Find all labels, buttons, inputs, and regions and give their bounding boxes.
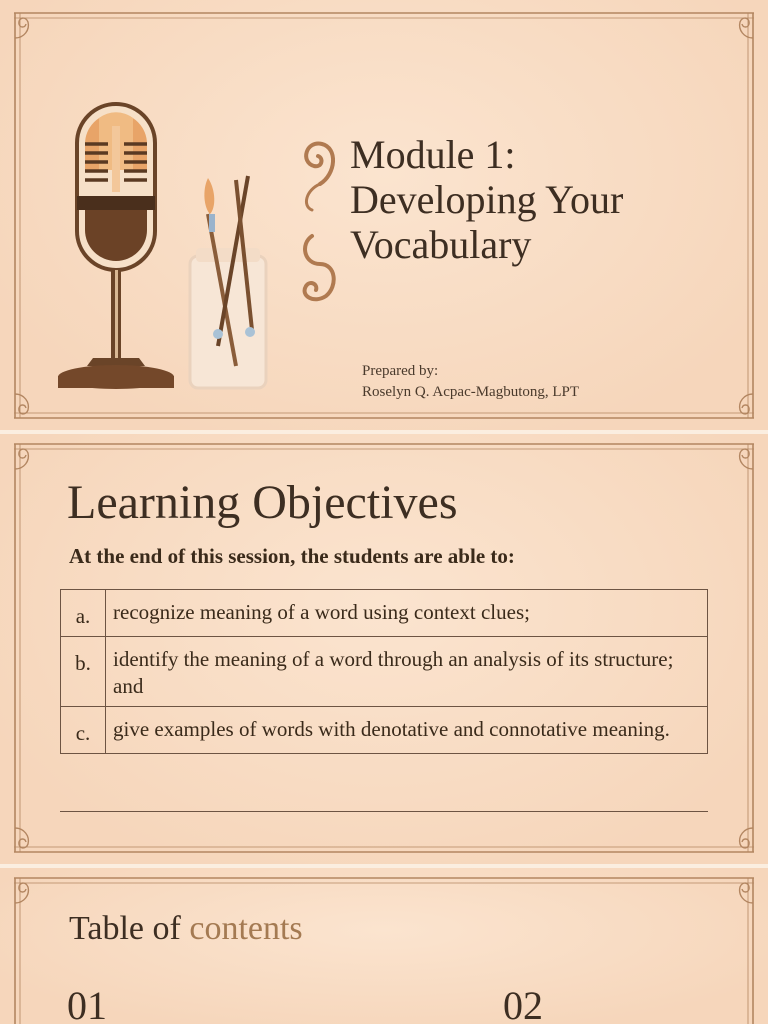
- module-title-line1: Module 1:: [350, 132, 516, 177]
- objectives-table: [60, 589, 708, 754]
- paintbrush-jar-icon: [186, 170, 270, 392]
- title-slide: [0, 0, 768, 430]
- learning-objectives-slide: [0, 434, 768, 864]
- table-row: [61, 590, 708, 637]
- table-of-contents-slide: [0, 868, 768, 1024]
- prepared-by-label: Prepared by:: [362, 363, 439, 379]
- table-row: [61, 707, 708, 754]
- toc-number-01: 01: [67, 983, 107, 1024]
- slide-subtitle: At the end of this session, the students are able to:: [69, 544, 515, 568]
- prepared-by-block: [362, 361, 579, 403]
- objective-text: recognize meaning of a word using context clues;: [106, 590, 708, 637]
- objective-letter: b.: [61, 637, 106, 707]
- objective-text: identify the meaning of a word through an analysis of its structure; and: [106, 637, 708, 707]
- toc-title-part1: Table of: [69, 910, 190, 947]
- toc-title: [69, 910, 303, 948]
- objective-letter: c.: [61, 707, 106, 754]
- author-name: Roselyn Q. Acpac-Magbutong, LPT: [362, 384, 580, 400]
- toc-title-accent: contents: [189, 910, 303, 947]
- module-title-line3: Vocabulary: [350, 222, 532, 267]
- table-row: [61, 637, 708, 707]
- microphone-icon: [55, 100, 180, 392]
- toc-number-02: 02: [503, 983, 543, 1024]
- slide-title: Learning Objectives: [67, 476, 458, 529]
- objective-text: give examples of words with denotative and connotative meaning.: [106, 707, 708, 754]
- module-title: [350, 132, 623, 267]
- swirl-ornament-icon: [296, 140, 346, 308]
- objective-letter: a.: [61, 590, 106, 637]
- module-title-line2: Developing Your: [350, 177, 624, 222]
- divider: [60, 811, 708, 812]
